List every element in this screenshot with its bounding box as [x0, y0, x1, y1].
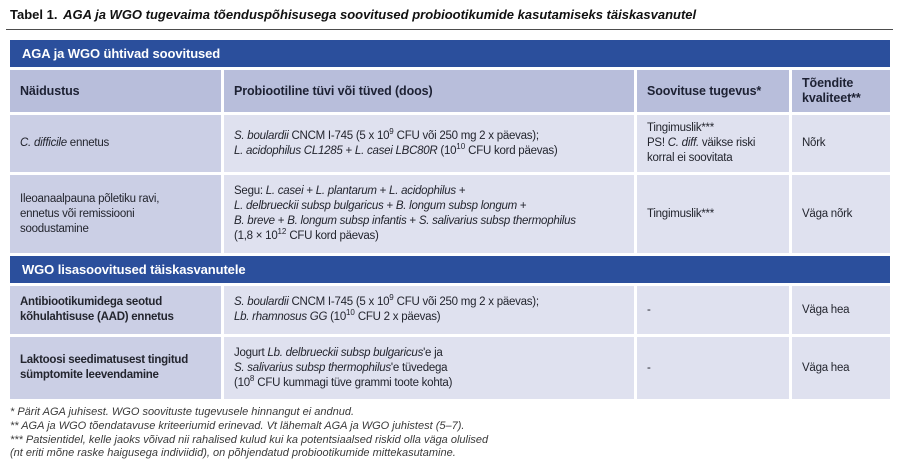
row-cdiff-strain: S. boulardii CNCM I-745 (5 x $10^9$ CFU või 250 mg 2 x päevas); L. acidophilus CL1285 + L. casei LBC80R ($10^{10}$ CFU kord päevas): [224, 115, 634, 172]
recommendations-table: [10, 40, 890, 399]
row-pouchitis-indication: Ileoanaalpauna põletiku ravi, ennetus või remissiooni soodustamine: [10, 175, 221, 253]
col-header-indication: Näidustus: [10, 70, 221, 112]
row-pouchitis-quality: Väga nõrk: [792, 175, 890, 253]
row-cdiff-strength: Tingimuslik*** PS! C. diff. väikse riski korral ei soovitata: [637, 115, 789, 172]
col-header-evidence-quality: Tõendite kvaliteet**: [792, 70, 890, 112]
section-header-wgo-additional: WGO lisasoovitused täiskasvanutele: [10, 256, 890, 283]
table-caption: [10, 7, 696, 22]
col-header-strain: Probiootiline tüvi või tüved (doos): [224, 70, 634, 112]
row-pouchitis-strain: Segu: L. casei + L. plantarum + L. acidophilus + L. delbrueckii subsp bulgaricus + B. longum subsp longum + B. breve + B. longum subsp infantis + S. salivarius subsp thermophilus ($1,8 \times 10^{12}$ CFU kord päevas): [224, 175, 634, 253]
footnotes: [10, 406, 488, 461]
footnote-4: (nt eriti mõne raske haigusega indiviidid), on põhjendatud probiootikumide mittekasutamine.: [10, 447, 456, 460]
section-header-common-recommendations: AGA ja WGO ühtivad soovitused: [10, 40, 890, 67]
table-caption-label: Tabel 1.: [10, 7, 58, 22]
footnote-1: * Pärit AGA juhisest. WGO soovituste tugevusele hinnangut ei andnud.: [10, 406, 355, 418]
row-cdiff-quality: Nõrk: [792, 115, 890, 172]
table-caption-text: AGA ja WGO tugevaima tõenduspõhisusega soovitused probiootikumide kasutamiseks täiskasvanutel: [63, 7, 697, 22]
col-header-strength: Soovituse tugevus*: [637, 70, 789, 112]
row-lactose-indication: Laktoosi seedimatusest tingitud sümptomite leevendamine: [10, 337, 221, 399]
row-aad-strain: S. boulardii CNCM I-745 (5 x $10^9$ CFU või 250 mg 2 x päevas); Lb. rhamnosus GG ($10^{10}$ CFU 2 x päevas): [224, 286, 634, 334]
footnote-2: ** AGA ja WGO tõendatavuse kriteeriumid erinevad. Vt lähemalt AGA ja WGO juhistest (5–7).: [10, 419, 465, 432]
row-lactose-strength: -: [637, 337, 789, 399]
row-aad-indication: Antibiootikumidega seotud kõhulahtisuse (AAD) ennetus: [10, 286, 221, 334]
caption-divider: [6, 29, 893, 30]
row-aad-strength: -: [637, 286, 789, 334]
row-aad-quality: Väga hea: [792, 286, 890, 334]
row-cdiff-indication: C. difficile ennetus: [10, 115, 221, 172]
row-lactose-strain: Jogurt Lb. delbrueckii subsp bulgaricus'e ja S. salivarius subsp thermophilus'e tüvedega ($10^8$ CFU kummagi tüve grammi toote kohta): [224, 337, 634, 399]
row-pouchitis-strength: Tingimuslik***: [637, 175, 789, 253]
footnote-3: *** Patsientidel, kelle jaoks võivad nii rahalised kulud kui ka potentsiaalsed riskid olla väga olulised: [10, 433, 489, 446]
row-lactose-quality: Väga hea: [792, 337, 890, 399]
